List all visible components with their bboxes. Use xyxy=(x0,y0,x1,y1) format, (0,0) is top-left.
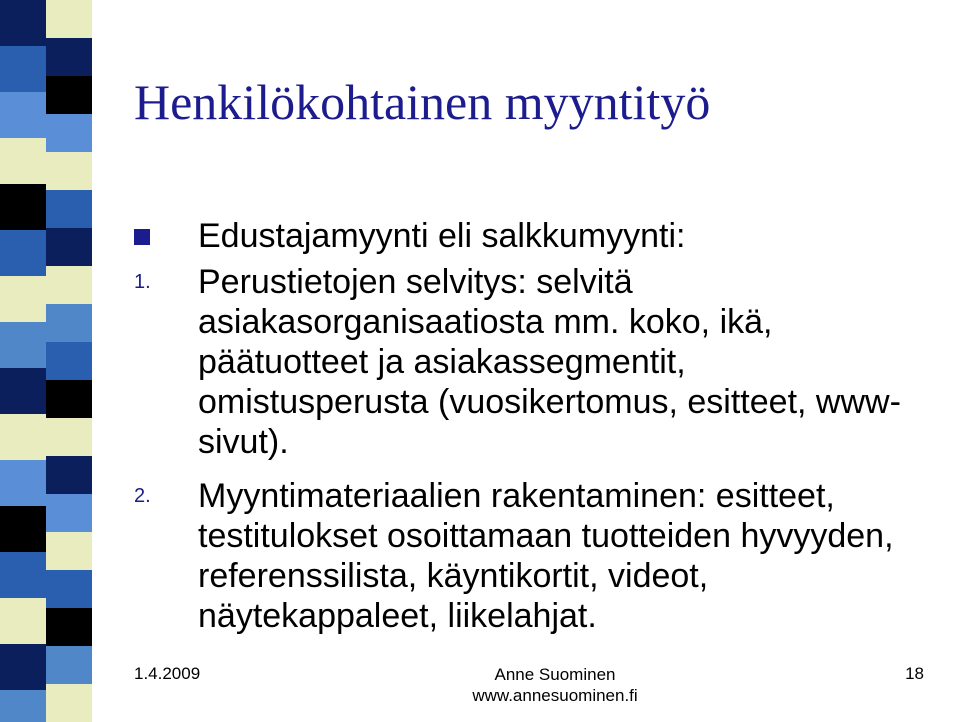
stripe-block xyxy=(0,230,46,276)
stripe-block xyxy=(46,342,92,380)
footer-author-block xyxy=(0,664,960,706)
stripe-block xyxy=(46,190,92,228)
stripe-block xyxy=(46,0,92,38)
footer-author: Anne Suominen xyxy=(494,665,616,684)
stripe-block xyxy=(0,184,46,230)
stripe-block xyxy=(0,368,46,414)
stripe-block xyxy=(46,304,92,342)
item-number: 2. xyxy=(134,485,151,507)
stripe-block xyxy=(0,138,46,184)
numbered-item-1 xyxy=(134,262,924,462)
stripe-block xyxy=(46,456,92,494)
stripe-block xyxy=(0,506,46,552)
stripe-block xyxy=(0,322,46,368)
stripe-block xyxy=(46,570,92,608)
numbered-item-2 xyxy=(134,476,924,636)
stripe-block xyxy=(46,76,92,114)
stripe-block xyxy=(46,152,92,190)
slide-body xyxy=(134,216,924,636)
stripe-block xyxy=(0,552,46,598)
slide-title: Henkilökohtainen myyntityö xyxy=(134,74,711,130)
stripe-block xyxy=(46,38,92,76)
item-text: Perustietojen selvitys: selvitä asiakasorganisaatiosta mm. koko, ikä, päätuotteet ja asiakassegmentit, omistusperusta (vuosikertomus, esitteet, www-sivut). xyxy=(198,263,901,461)
bullet-text: Edustajamyynti eli salkkumyynti: xyxy=(198,217,686,255)
stripe-block xyxy=(46,114,92,152)
stripe-block xyxy=(46,266,92,304)
stripe-block xyxy=(0,92,46,138)
stripe-block xyxy=(0,414,46,460)
stripe-block xyxy=(0,0,46,46)
footer-website: www.annesuominen.fi xyxy=(472,686,638,705)
item-number: 1. xyxy=(134,271,151,293)
stripe-block xyxy=(0,276,46,322)
square-bullet-icon xyxy=(134,229,150,245)
stripe-block xyxy=(46,228,92,266)
stripe-block xyxy=(0,46,46,92)
stripe-block xyxy=(46,380,92,418)
stripe-block xyxy=(0,460,46,506)
bullet-item-intro xyxy=(134,216,924,256)
stripe-block xyxy=(46,494,92,532)
footer-date: 1.4.2009 xyxy=(134,664,201,683)
item-text: Myyntimateriaalien rakentaminen: esitteet, testitulokset osoittamaan tuotteiden hyvyyden, referenssilista, käyntikortit, videot, näytekappaleet, liikelahjat. xyxy=(198,477,894,635)
decorative-stripe-band xyxy=(0,0,92,722)
stripe-block xyxy=(0,598,46,644)
stripe-block xyxy=(46,532,92,570)
stripe-block xyxy=(46,418,92,456)
page-number: 18 xyxy=(905,664,924,683)
stripe-block xyxy=(46,608,92,646)
